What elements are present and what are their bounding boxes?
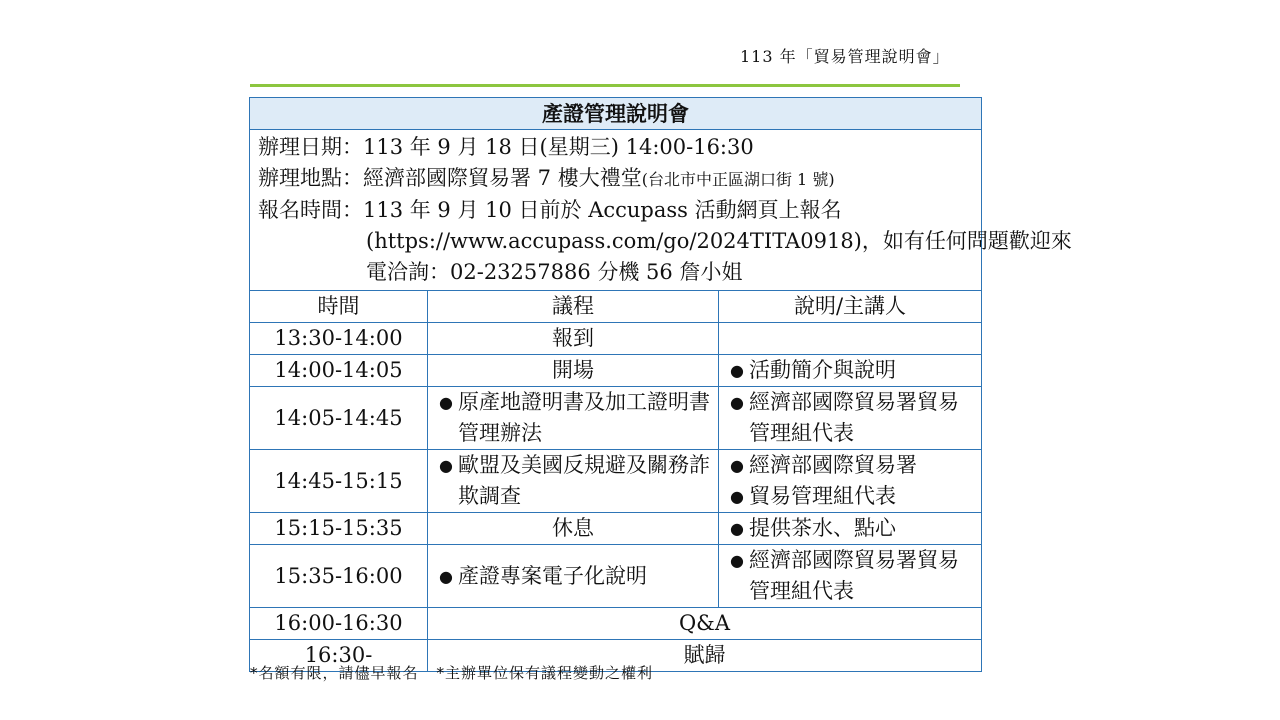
bullet-icon: ● <box>730 361 744 380</box>
footnote-limited-seats: *名額有限，請儘早報名 <box>250 664 419 682</box>
bullet-icon: ● <box>439 456 453 475</box>
table-row <box>250 355 982 387</box>
row-time: 14:00-14:05 <box>250 355 428 387</box>
table-row <box>250 545 982 608</box>
row-agenda: ● 產證專案電子化說明 <box>428 545 719 608</box>
row-speaker: ● 經濟部國際貿易署 ● 貿易管理組代表 <box>719 450 982 513</box>
row-agenda: 賦歸 <box>428 640 982 672</box>
footnotes <box>250 662 653 683</box>
table-row <box>250 450 982 513</box>
column-header-speaker: 說明/主講人 <box>719 291 982 323</box>
row-time: 16:30- <box>250 640 428 672</box>
venue-main: 辦理地點：經濟部國際貿易署 7 樓大禮堂 <box>258 166 642 190</box>
row-time: 15:35-16:00 <box>250 545 428 608</box>
green-divider <box>250 84 960 87</box>
table-row <box>250 323 982 355</box>
row-time: 14:45-15:15 <box>250 450 428 513</box>
table-row <box>250 608 982 640</box>
row-agenda: ● 歐盟及美國反規避及關務詐欺調查 <box>428 450 719 513</box>
bullet-icon: ● <box>730 456 744 475</box>
venue-address: (台北市中正區湖口街 1 號) <box>641 170 835 189</box>
bullet-icon: ● <box>439 393 453 412</box>
bullet-icon: ● <box>730 487 744 506</box>
row-agenda: ● 原產地證明書及加工證明書管理辦法 <box>428 387 719 450</box>
row-speaker: ● 經濟部國際貿易署貿易管理組代表 <box>719 545 982 608</box>
row-agenda: Q&A <box>428 608 982 640</box>
column-header-agenda: 議程 <box>428 291 719 323</box>
row-speaker <box>719 323 982 355</box>
row-speaker: ● 經濟部國際貿易署貿易管理組代表 <box>719 387 982 450</box>
contact-info: 電洽詢：02-23257886 分機 56 詹小姐 <box>366 260 743 284</box>
column-header-time: 時間 <box>250 291 428 323</box>
table-title: 產證管理說明會 <box>250 98 982 130</box>
table-row <box>250 387 982 450</box>
header-note: 113 年「貿易管理說明會」 <box>740 47 950 66</box>
event-date: 辦理日期：113 年 9 月 18 日(星期三) 14:00-16:30 <box>258 135 754 159</box>
row-time: 16:00-16:30 <box>250 608 428 640</box>
row-time: 13:30-14:00 <box>250 323 428 355</box>
row-agenda: 開場 <box>428 355 719 387</box>
column-headers <box>250 291 982 323</box>
row-speaker: ● 提供茶水、點心 <box>719 513 982 545</box>
row-speaker: ● 活動簡介與說明 <box>719 355 982 387</box>
register-deadline: 報名時間：113 年 9 月 10 日前於 Accupass 活動網頁上報名 <box>258 198 842 222</box>
row-agenda: 休息 <box>428 513 719 545</box>
row-time: 15:15-15:35 <box>250 513 428 545</box>
row-time: 14:05-14:45 <box>250 387 428 450</box>
event-info <box>250 130 1072 291</box>
row-agenda: 報到 <box>428 323 719 355</box>
bullet-icon: ● <box>730 393 744 412</box>
bullet-icon: ● <box>730 519 744 538</box>
agenda-table <box>249 97 1072 672</box>
footnote-agenda-change: *主辦單位保有議程變動之權利 <box>436 664 654 682</box>
register-url: (https://www.accupass.com/go/2024TITA0918)，如有任何問題歡迎來 <box>366 229 1072 253</box>
bullet-icon: ● <box>439 566 453 586</box>
bullet-icon: ● <box>730 551 744 570</box>
table-row <box>250 513 982 545</box>
event-venue <box>258 163 975 195</box>
